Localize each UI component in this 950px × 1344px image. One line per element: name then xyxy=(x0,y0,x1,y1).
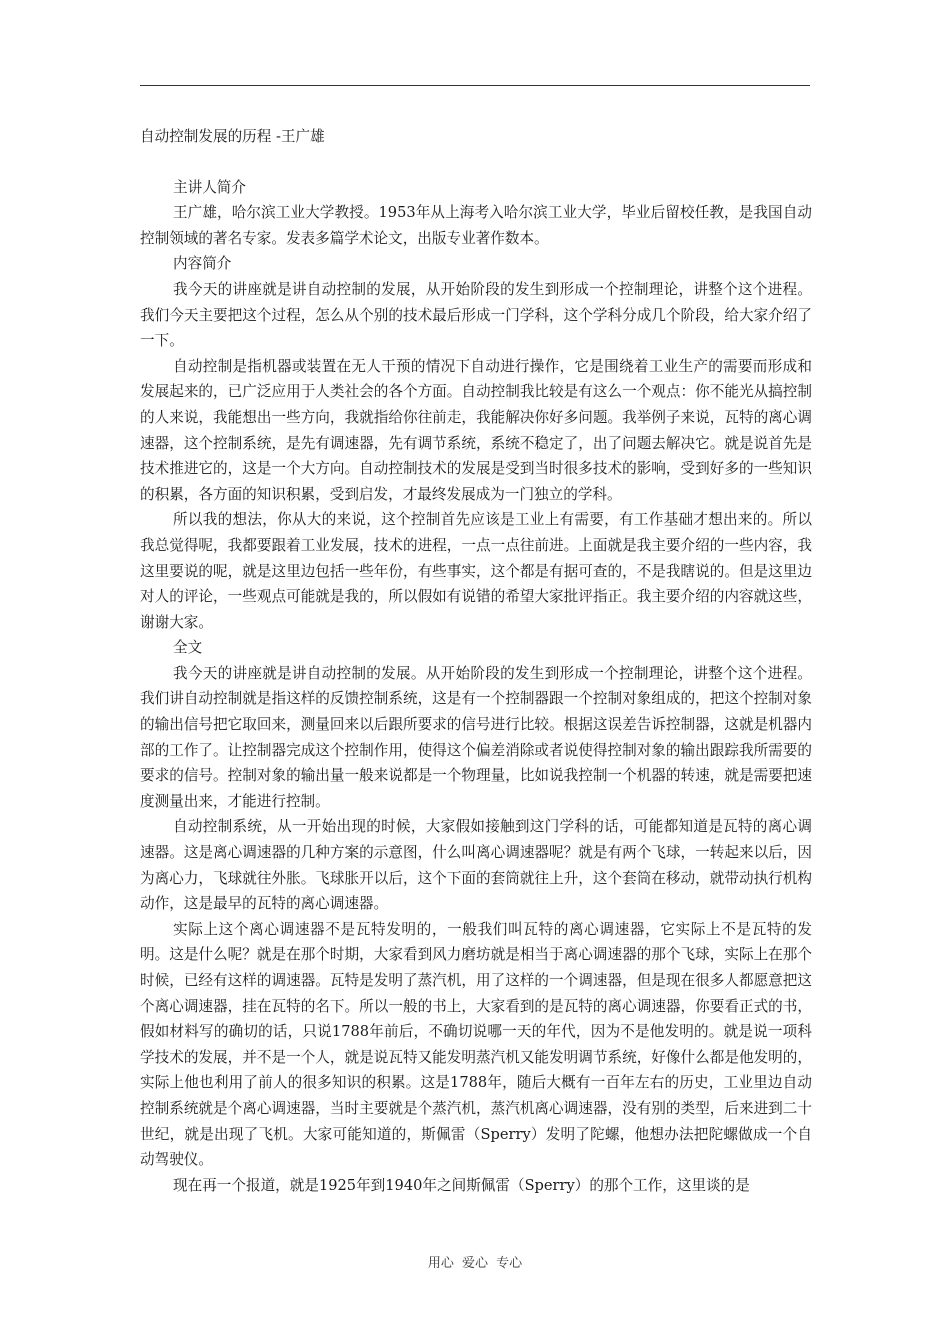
summary-paragraph: 我今天的讲座就是讲自动控制的发展，从开始阶段的发生到形成一个控制理论，讲整个这个进程。我们今天主要把这个过程，怎么从个别的技术最后形成一门学科，这个学科分成几个阶段，给大家介绍了一下。 xyxy=(140,280,812,350)
document-title: 自动控制发展的历程 -王广雄 xyxy=(140,128,325,145)
document-body xyxy=(140,124,812,1198)
header-rule xyxy=(140,85,810,86)
fulltext-paragraph: 实际上这个离心调速器不是瓦特发明的，一般我们叫瓦特的离心调速器，它实际上不是瓦特的发明。这是什么呢？就是在那个时期，大家看到风力磨坊就是相当于离心调速器的那个飞球，实际上在那个时候，已经有这样的调速器。瓦特是发明了蒸汽机，用了这样的一个调速器，但是现在很多人都愿意把这个离心调速器，挂在瓦特的名下。所以一般的书上，大家看到的是瓦特的离心调速器，你要看正式的书，假如材料写的确切的话，只说1788年前后，不确切说哪一天的年代，因为不是他发明的。就是说一项科学技术的发展，并不是一个人，就是说瓦特又能发明蒸汽机又能发明调节系统，好像什么都是他发明的，实际上他也利用了前人的很多知识的积累。这是1788年，随后大概有一百年左右的历史，工业里边自动控制系统就是个离心调速器，当时主要就是个蒸汽机，蒸汽机离心调速器，没有别的类型，后来进到二十世纪，就是出现了飞机。大家可能知道的，斯佩雷（Sperry）发明了陀螺，他想办法把陀螺做成一个自动驾驶仪。 xyxy=(140,920,812,1169)
fulltext-paragraph: 我今天的讲座就是讲自动控制的发展。从开始阶段的发生到形成一个控制理论，讲整个这个进程。我们讲自动控制就是指这样的反馈控制系统，这是有一个控制器跟一个控制对象组成的，把这个控制对象的输出信号把它取回来，测量回来以后跟所要求的信号进行比较。根据这误差告诉控制器，这就是机器内部的工作了。让控制器完成这个控制作用，使得这个偏差消除或者说使得控制对象的输出跟踪我所需要的要求的信号。控制对象的输出量一般来说都是一个物理量，比如说我控制一个机器的转速，就是需要把速度测量出来，才能进行控制。 xyxy=(140,664,812,810)
fulltext-paragraph: 自动控制系统，从一开始出现的时候，大家假如接触到这门学科的话，可能都知道是瓦特的离心调速器。这是离心调速器的几种方案的示意图，什么叫离心调速器呢？就是有两个飞球，一转起来以后，因为离心力，飞球就往外胀。飞球胀开以后，这个下面的套筒就往上升，这个套筒在移动，就带动执行机构动作，这是最早的瓦特的离心调速器。 xyxy=(140,818,812,913)
summary-paragraph: 自动控制是指机器或装置在无人干预的情况下自动进行操作，它是围绕着工业生产的需要而形成和发展起来的，已广泛应用于人类社会的各个方面。自动控制我比较是有这么一个观点：你不能光从搞控制的人来说，我能想出一些方向，我就指给你往前走，我能解决你好多问题。我举例子来说，瓦特的离心调速器，这个控制系统，是先有调速器，先有调节系统，系统不稳定了，出了问题去解决它。就是说首先是技术推进它的，这是一个大方向。自动控制技术的发展是受到当时很多技术的影响，受到好多的一些知识的积累，各方面的知识积累，受到启发，才最终发展成为一门独立的学科。 xyxy=(140,357,812,503)
section-heading-fulltext: 全文 xyxy=(173,639,203,657)
section-heading-summary: 内容简介 xyxy=(173,255,232,273)
speaker-intro-paragraph: 王广雄，哈尔滨工业大学教授。1953年从上海考入哈尔滨工业大学，毕业后留校任教，是我国自动控制领域的著名专家。发表多篇学术论文，出版专业著作数本。 xyxy=(140,204,812,247)
section-heading-speaker: 主讲人简介 xyxy=(173,178,246,196)
summary-paragraph: 所以我的想法，你从大的来说，这个控制首先应该是工业上有需要，有工作基础才想出来的。所以我总觉得呢，我都要跟着工业发展，技术的进程，一点一点往前进。上面就是我主要介绍的一些内容，我这里要说的呢，就是这里边包括一些年份，有些事实，这个都是有据可查的，不是我瞎说的。但是这里边对人的评论，一些观点可能就是我的，所以假如有说错的希望大家批评指正。我主要介绍的内容就这些，谢谢大家。 xyxy=(140,511,812,631)
page-footer: 用心 爱心 专心 xyxy=(427,1256,523,1271)
fulltext-paragraph: 现在再一个报道，就是1925年到1940年之间斯佩雷（Sperry）的那个工作，这里谈的是 xyxy=(173,1176,750,1194)
